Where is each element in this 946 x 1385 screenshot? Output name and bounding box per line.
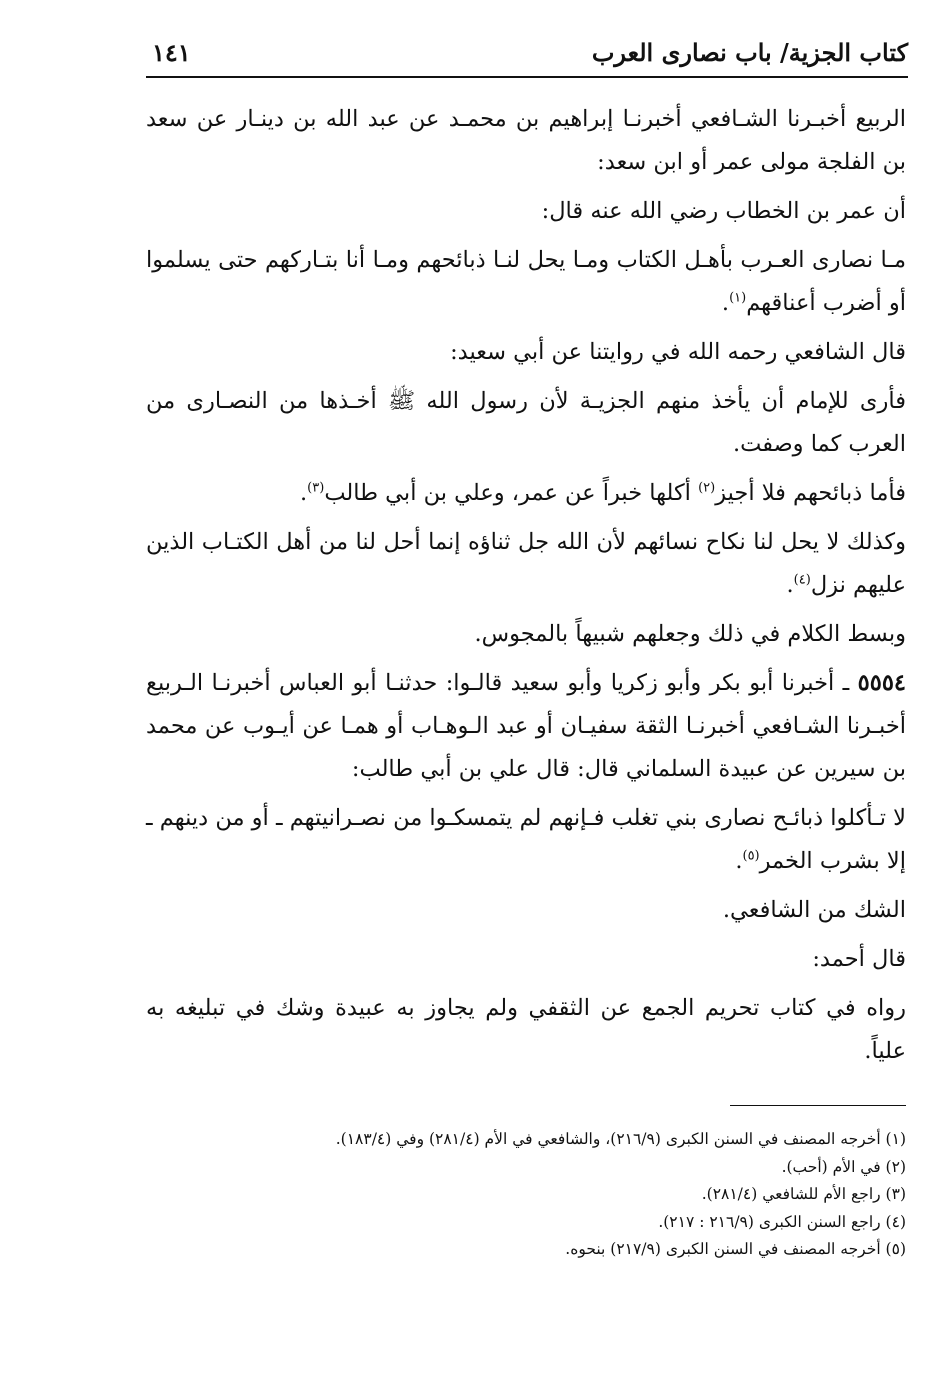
footnote-ref-1[interactable]: (١) [729,290,747,306]
paragraph-doubt: الشك من الشافعي. [722,897,906,923]
footnote-ref-4[interactable]: (٤) [793,572,811,588]
main-text [146,98,906,1079]
footnote-2: (٢) في الأم (أحب). [781,1157,906,1176]
paragraph-hadith-5554 [146,662,906,791]
punct: . [735,848,743,874]
paragraph-umar-said: أن عمر بن الخطاب رضي الله عنه قال: [541,198,906,224]
paragraph-majus: وبسط الكلام في ذلك وجعلهم شبيهاً بالمجوس. [474,621,906,647]
paragraph-slaughter [146,472,906,515]
paragraph-ali-quote [146,797,906,883]
page-number: ١٤١ [152,38,191,67]
paragraph-umar-quote [146,239,906,325]
hadith-isnad: ـ أخبرنا أبو بكر وأبو زكريا وأبو سعيد قالـوا: حدثنـا أبو العباس أخبرنـا الـربيع أخبـرنا الشـافعي أخبرنـا الثقة سفيـان أو عبد الـوهـاب أو همـا عن أيـوب عن محمد بن سيرين عن عبيدة السلماني قال: قال علي بن أبي طالب: [146,670,906,782]
footnotes [160,1126,906,1264]
paragraph-narration: رواه في كتاب تحريم الجمع عن الثقفي ولم يجاوز به عبيدة وشك في تبليغه به علياً. [146,995,906,1064]
footnote-ref-2[interactable]: (٢) [698,480,716,496]
hadith-number: ٥٥٥٤ [857,670,906,696]
footnote-5: (٥) أخرجه المصنف في السنن الكبرى (٢١٧/٩) بنحوه. [565,1240,906,1258]
slaughter-text-a: فأما ذبائحهم فلا أجيز [715,480,906,506]
paragraph-ahmad-said: قال أحمد: [812,946,906,972]
running-title: كتاب الجزية/ باب نصارى العرب [591,38,908,67]
footnote-4: (٤) راجع السنن الكبرى (٢١٦/٩ : ٢١٧). [658,1212,906,1231]
punct: . [786,572,794,598]
footnote-ref-3[interactable]: (٣) [307,480,325,496]
paragraph-jizya: فأرى للإمام أن يأخذ منهم الجزيـة لأن رسول الله ﷺ أخـذها من النصـارى من العرب كما وصفت. [146,388,906,457]
footnote-separator [730,1105,906,1106]
punct: . [721,290,730,316]
paragraph-isnad-1: الربيع أخبـرنا الشـافعي أخبرنـا إبراهيم بن محمـد عن عبد الله بن دينـار عن سعد بن الفلجة مولى عمر أو ابن سعد: [146,106,906,175]
slaughter-text-b: أكلها خبراً عن عمر، وعلي بن أبي طالب [324,480,699,506]
footnote-ref-5[interactable]: (٥) [742,848,760,864]
footnote-3: (٣) راجع الأم للشافعي (٢٨١/٤). [701,1185,906,1203]
paragraph-shafii-said: قال الشافعي رحمه الله في روايتنا عن أبي سعيد: [450,339,906,365]
page-header [146,34,908,78]
punct: . [300,480,308,506]
quote-text: مـا نصارى العـرب بأهـل الكتاب ومـا يحل لنـا ذبائحهم ومـا أنا بتـاركهم حتى يسلموا أو أضرب أعناقهم [146,247,906,316]
marriage-text: وكذلك لا يحل لنا نكاح نسائهم لأن الله جل ثناؤه إنما أحل لنا من أهل الكتـاب الذين عليهم نزل [146,529,906,598]
paragraph-marriage [146,521,906,607]
footnote-1: (١) أخرجه المصنف في السنن الكبرى (٢١٦/٩)، والشافعي في الأم (٢٨١/٤) وفي (١٨٣/٤). [335,1130,906,1148]
ali-quote-text: لا تـأكلوا ذبائـح نصارى بني تغلب فـإنهم لم يتمسكـوا من نصـرانيتهم ـ أو من دينهم ـ إلا بشرب الخمر [146,805,906,874]
